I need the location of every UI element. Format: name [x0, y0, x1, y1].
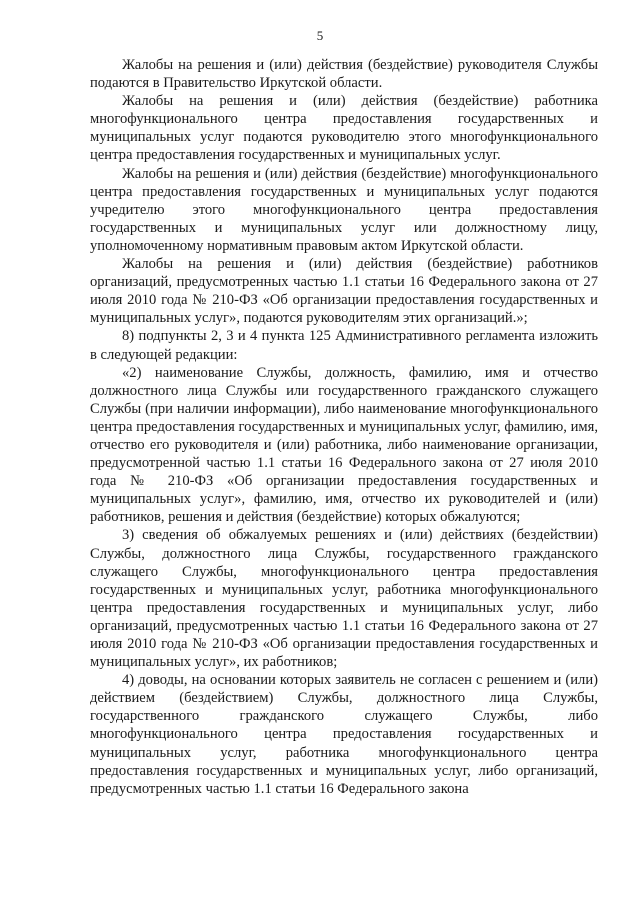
paragraph-complaints-mfc: Жалобы на решения и (или) действия (бездействие) многофункционального центра предоставления государственных и муниципальных услуг подаются учредителю этого многофункционального центра предоставления государственных и муниципальных услуг или должностному лицу, уполномоченному нормативным правовым актом Иркутской области.: [90, 165, 598, 254]
paragraph-subpoint-3: 3) сведения об обжалуемых решениях и (или) действиях (бездействии) Службы, должностного лица Службы, государственного гражданского служащего Службы, многофункционального центра предоставления государственных и муниципальных услуг, работника многофункционального центра предоставления государственных и муниципальных услуг, либо организаций, предусмотренных частью 1.1 статьи 16 Федерального закона от 27 июля 2010 года № 210-ФЗ «Об организации предоставления государственных и муниципальных услуг», их работников;: [90, 527, 598, 671]
page-number: 5: [316, 28, 324, 43]
paragraph-complaints-head-of-service: Жалобы на решения и (или) действия (бездействие) руководителя Службы подаются в Правительство Иркутской области.: [90, 57, 598, 92]
document-body: [90, 56, 598, 798]
paragraph-subpoint-2: «2) наименование Службы, должность, фамилию, имя и отчество должностного лица Службы или государственного гражданского служащего Службы (при наличии информации), либо наименование многофункционального центра предоставления государственных и муниципальных услуг, фамилию, имя, отчество его руководителя и (или) работника, либо наименование организации, предусмотренной частью 1.1 статьи 16 Федерального закона от 27 июля 2010 года № 210-ФЗ «Об организации предоставления государственных и муниципальных услуг», фамилию, имя, отчество их руководителей и (или) работников, решения и действия (бездействие) которых обжалуются;: [90, 364, 598, 526]
paragraph-subpoint-4: 4) доводы, на основании которых заявитель не согласен с решением и (или) действием (бездействием) Службы, должностного лица Службы, государственного гражданского служащего Службы, либо многофункционального центра предоставления государственных и муниципальных услуг, работника многофункционального центра предоставления государственных и муниципальных услуг, либо организаций, предусмотренных частью 1.1 статьи 16 Федерального закона: [90, 672, 598, 797]
paragraph-amendment-intro: 8) подпункты 2, 3 и 4 пункта 125 Административного регламента изложить в следующей редакции:: [90, 328, 598, 363]
paragraph-complaints-organizations: Жалобы на решения и (или) действия (бездействие) работников организаций, предусмотренных частью 1.1 статьи 16 Федерального закона от 27 июля 2010 года № 210-ФЗ «Об организации предоставления государственных и муниципальных услуг», подаются руководителям этих организаций.»;: [90, 256, 598, 327]
paragraph-complaints-mfc-employee: Жалобы на решения и (или) действия (бездействие) работника многофункционального центра предоставления государственных и муниципальных услуг подаются руководителю этого многофункционального центра предоставления государственных и муниципальных услуг.: [90, 93, 598, 164]
